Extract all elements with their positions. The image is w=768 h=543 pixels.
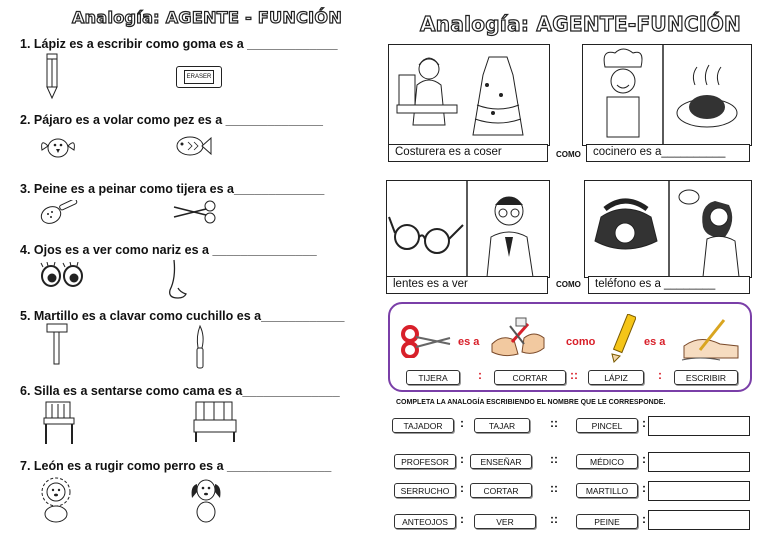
row3-sep-1: : <box>460 481 464 495</box>
panel-telefono <box>584 180 752 278</box>
question-7: 7. León es a rugir como perro es a _______________ <box>20 459 332 473</box>
dog-icon <box>188 476 224 524</box>
example-word-cortar: CORTAR <box>494 370 566 385</box>
panel-cocinero <box>582 44 752 146</box>
row2-answer-field[interactable] <box>648 452 750 472</box>
row4-word-b: VER <box>474 514 536 529</box>
row2-sep-3: : <box>642 452 646 466</box>
row3-sep-3: : <box>642 481 646 495</box>
instruction-text: COMPLETA LA ANALOGÍA ESCRIBIENDO EL NOMBRE QUE LE CORRESPONDE. <box>396 399 666 406</box>
row1-sep-2: :: <box>550 416 558 430</box>
row2-sep-2: :: <box>550 452 558 466</box>
lion-icon <box>36 476 78 524</box>
row1-sep-1: : <box>460 416 464 430</box>
pencil-icon <box>42 52 62 100</box>
caption-cocinero: cocinero es a__________ <box>586 144 750 162</box>
example-word-escribir: ESCRIBIR <box>674 370 738 385</box>
question-5: 5. Martillo es a clavar como cuchillo es a____________ <box>20 309 345 323</box>
es-a-label-1: es a <box>458 336 480 348</box>
writing-hand-icon <box>680 316 742 362</box>
row3-sep-2: :: <box>550 481 558 495</box>
example-sep-3: : <box>658 368 662 382</box>
row3-word-a: SERRUCHO <box>394 483 456 498</box>
left-title: Analogía: AGENTE - FUNCIÓN <box>72 8 343 27</box>
row4-sep-1: : <box>460 512 464 526</box>
row2-word-c: MÉDICO <box>576 454 638 469</box>
panel-costurera <box>388 44 550 146</box>
row4-answer-field[interactable] <box>648 510 750 530</box>
cook-image <box>583 45 751 145</box>
bird-icon <box>38 130 78 162</box>
yellow-pencil-icon <box>606 314 636 364</box>
row2-word-b: ENSEÑAR <box>470 454 532 469</box>
example-box <box>388 302 752 392</box>
bed-icon <box>192 400 238 444</box>
brush-icon <box>38 200 80 228</box>
cutting-hands-icon <box>488 314 548 364</box>
scissors-icon <box>172 200 218 224</box>
nose-icon <box>164 258 192 302</box>
phone-image <box>585 181 751 277</box>
es-a-label-2: es a <box>644 336 666 348</box>
row1-word-b: TAJAR <box>474 418 530 433</box>
como-label-2: COMO <box>556 280 581 289</box>
row3-word-b: CORTAR <box>470 483 532 498</box>
como-label-3: como <box>566 336 596 348</box>
example-sep-1: : <box>478 368 482 382</box>
chair-icon <box>42 400 76 446</box>
right-title: Analogía: AGENTE-FUNCIÓN <box>420 12 742 36</box>
eraser-icon <box>176 66 222 88</box>
row3-word-c: MARTILLO <box>576 483 638 498</box>
row1-sep-3: : <box>642 416 646 430</box>
caption-telefono: teléfono es a ________ <box>588 276 750 294</box>
question-2: 2. Pájaro es a volar como pez es a ______________ <box>20 113 323 127</box>
eyes-icon <box>40 262 84 288</box>
example-sep-2: :: <box>570 368 578 382</box>
row4-word-c: PEINE <box>576 514 638 529</box>
row1-word-a: TAJADOR <box>392 418 454 433</box>
question-1: 1. Lápiz es a escribir como goma es a _____________ <box>20 37 338 51</box>
como-label-1: COMO <box>556 150 581 159</box>
row3-answer-field[interactable] <box>648 481 750 501</box>
row1-word-c: PINCEL <box>576 418 638 433</box>
row2-word-a: PROFESOR <box>394 454 456 469</box>
row4-sep-3: : <box>642 512 646 526</box>
example-word-tijera: TIJERA <box>406 370 460 385</box>
hammer-icon <box>44 322 70 366</box>
seamstress-image <box>389 45 549 145</box>
fish-icon <box>172 132 212 160</box>
red-scissors-icon <box>400 324 452 358</box>
question-4: 4. Ojos es a ver como nariz es a _______________ <box>20 243 317 257</box>
eraser-label: ERASER <box>184 70 214 84</box>
caption-costurera: Costurera es a coser <box>388 144 548 162</box>
row1-answer-field[interactable] <box>648 416 750 436</box>
row2-sep-1: : <box>460 452 464 466</box>
question-3: 3. Peine es a peinar como tijera es a_____________ <box>20 182 325 196</box>
example-word-lapiz: LÁPIZ <box>588 370 644 385</box>
caption-lentes: lentes es a ver <box>386 276 548 294</box>
row4-sep-2: :: <box>550 512 558 526</box>
panel-lentes <box>386 180 550 278</box>
row4-word-a: ANTEOJOS <box>394 514 456 529</box>
question-6: 6. Silla es a sentarse como cama es a______________ <box>20 384 340 398</box>
glasses-image <box>387 181 549 277</box>
knife-icon <box>192 324 208 370</box>
